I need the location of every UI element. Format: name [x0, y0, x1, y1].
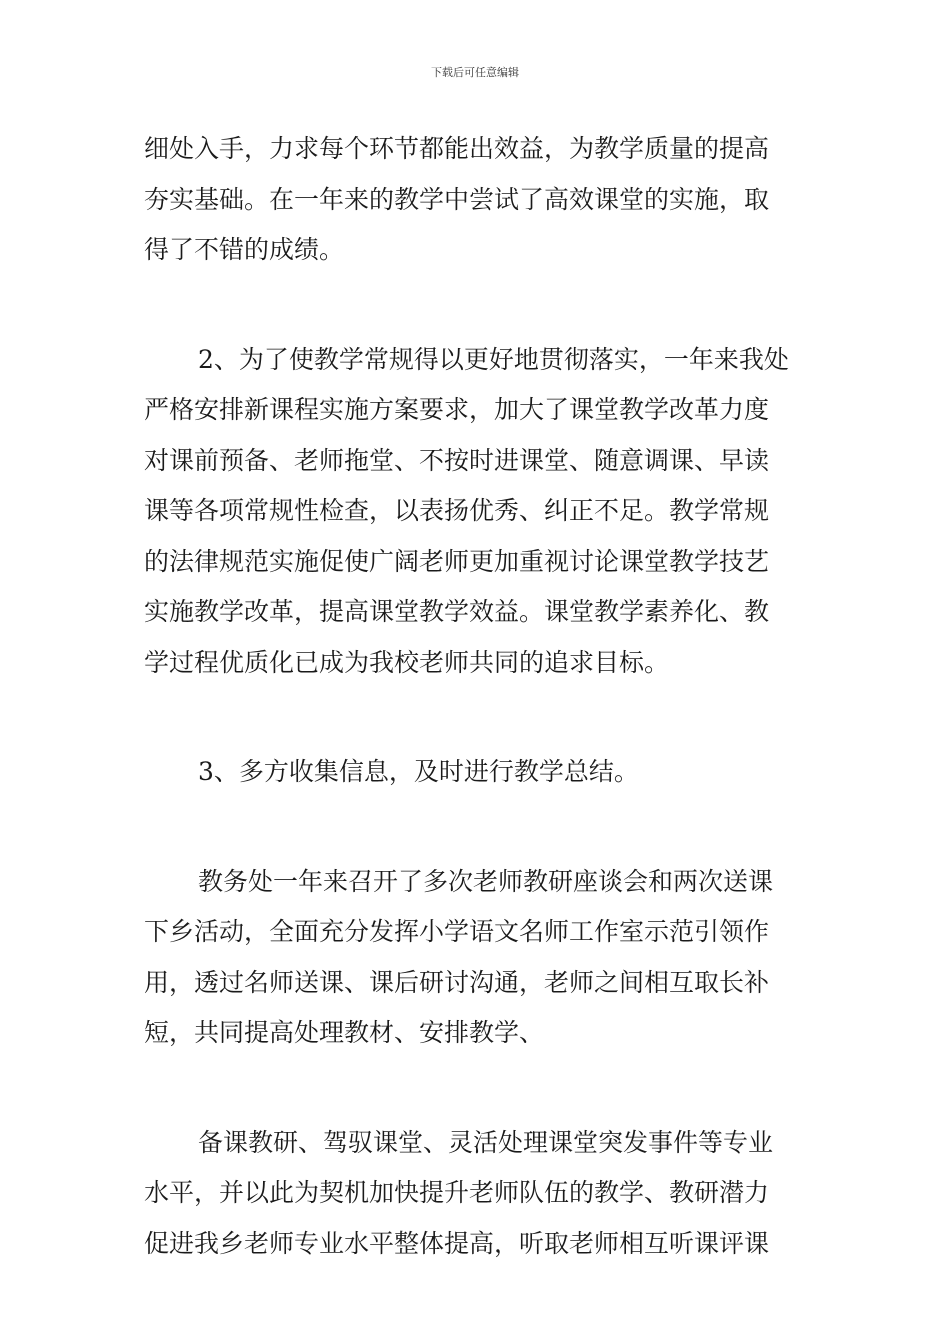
paragraph-line: 对课前预备、老师拖堂、不按时进课堂、随意调课、早读	[144, 445, 770, 475]
paragraph-line: 水平，并以此为契机加快提升老师队伍的教学、教研潜力	[144, 1178, 770, 1207]
paragraph-line: 学过程优质化已成为我校老师共同的追求目标。	[144, 647, 670, 677]
paragraph-line: 实施教学改革，提高课堂教学效益。课堂教学素养化、教	[144, 597, 770, 626]
paragraph-line: 课等各项常规性检查，以表扬优秀、纠正不足。教学常规	[144, 496, 770, 525]
paragraph-5	[144, 1118, 808, 1270]
paragraph-1	[144, 124, 808, 276]
paragraph-2	[144, 335, 808, 689]
paragraph-line: 促进我乡老师专业水平整体提高，听取老师相互听课评课	[144, 1228, 770, 1258]
paragraph-line: 用，透过名师送课、课后研讨沟通，老师之间相互取长补	[144, 967, 770, 997]
paragraph-line: 3、多方收集信息，及时进行教学总结。	[198, 757, 639, 786]
page-header: 下载后可任意编辑	[431, 66, 519, 79]
paragraph-line: 细处入手，力求每个环节都能出效益，为教学质量的提高	[144, 134, 770, 163]
paragraph-line: 得了不错的成绩。	[144, 235, 345, 264]
paragraph-line: 2、为了使教学常规得以更好地贯彻落实，一年来我处	[198, 344, 789, 374]
paragraph-line: 备课教研、驾驭课堂、灵活处理课堂突发事件等专业	[198, 1127, 774, 1157]
paragraph-line: 短，共同提高处理教材、安排教学、	[144, 1018, 545, 1047]
paragraph-line: 的法律规范实施促使广阔老师更加重视讨论课堂教学技艺	[144, 546, 770, 576]
paragraph-line: 夯实基础。在一年来的教学中尝试了高效课堂的实施，取	[144, 184, 770, 214]
document-body	[144, 124, 808, 1269]
paragraph-line: 下乡活动，全面充分发挥小学语文名师工作室示范引领作	[144, 917, 770, 946]
paragraph-line: 严格安排新课程实施方案要求，加大了课堂教学改革力度	[144, 395, 770, 424]
paragraph-3	[144, 747, 808, 798]
paragraph-4	[144, 857, 808, 1059]
paragraph-line: 教务处一年来召开了多次老师教研座谈会和两次送课	[198, 866, 774, 896]
